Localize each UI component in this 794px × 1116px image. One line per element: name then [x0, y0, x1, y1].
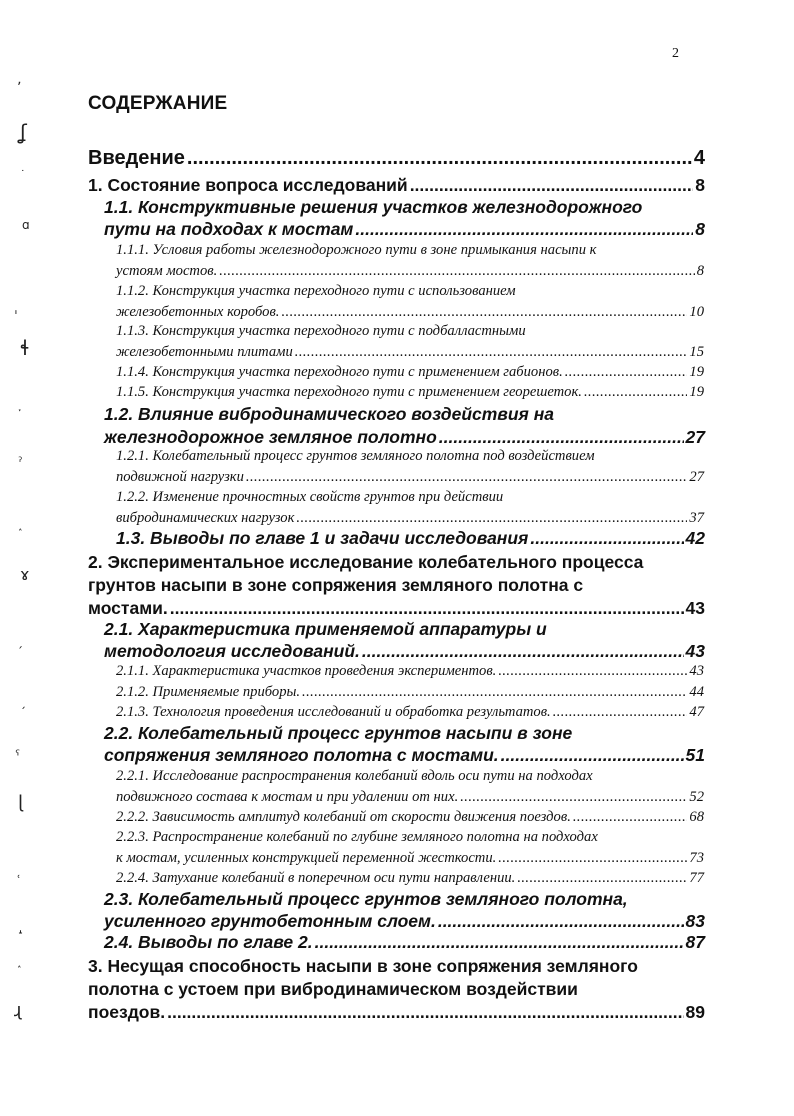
toc-entry-line: [116, 807, 704, 828]
toc-entry-line: [88, 1001, 705, 1024]
toc-dot-leader: [460, 787, 687, 808]
toc-entry-title: полотна с устоем при вибродинамическом воздействии: [88, 979, 578, 999]
page-title: СОДЕРЖАНИЕ: [88, 93, 228, 114]
toc-entry: [104, 403, 705, 449]
toc-entry-line: [116, 281, 704, 302]
toc-entry-title: 1.2.2. Изменение прочностных свойств грунтов при действии: [116, 489, 504, 505]
toc-entry-title: железобетонными плитами: [116, 344, 293, 360]
toc-entry-title: 2.4. Выводы по главе 2.: [104, 932, 313, 952]
toc-entry-line: [88, 175, 705, 196]
toc-dot-leader: [498, 848, 687, 869]
toc-entry: [104, 722, 705, 766]
toc-dot-leader: [553, 702, 688, 723]
toc-entry-line: [104, 403, 705, 426]
toc-entry: [116, 868, 704, 889]
toc-entry: [116, 827, 704, 869]
toc-page-number: 27: [689, 469, 704, 485]
toc-entry-line: [116, 787, 704, 808]
toc-entry-title: 1.1.1. Условия работы железнодорожного пути в зоне примыкания насыпи к: [116, 242, 597, 258]
toc-page-number: 68: [689, 809, 704, 825]
toc-entry-title: 1.1.3. Конструкция участка переходного пути с подбалластными: [116, 323, 526, 339]
toc-entry-title: 1.1.5. Конструкция участка переходного пути с применением георешеток.: [116, 384, 582, 400]
toc-entry-title: 2.2.3. Распространение колебаний по глубине земляного полотна на подходах: [116, 829, 598, 845]
toc-entry-line: [104, 744, 705, 766]
toc-dot-leader: [438, 910, 684, 932]
toc-entry-line: [88, 551, 705, 574]
toc-page-number: 15: [689, 344, 704, 360]
toc-dot-leader: [246, 467, 687, 488]
toc-entry: [116, 661, 704, 682]
toc-entry: [104, 888, 705, 932]
toc-entry-title: железнодорожное земляное полотно: [104, 427, 437, 447]
toc-dot-leader: [410, 175, 694, 196]
toc-page-number: 37: [689, 510, 704, 526]
toc-entry-line: [116, 868, 704, 889]
toc-entry-line: [104, 932, 705, 953]
toc-entry-line: [116, 702, 704, 723]
toc-dot-leader: [584, 382, 687, 403]
toc-dot-leader: [170, 597, 684, 620]
toc-dot-leader: [187, 148, 692, 169]
toc-entry-line: [104, 722, 705, 744]
toc-entry-title: 3. Несущая способность насыпи в зоне сопряжения земляного: [88, 956, 638, 976]
toc-entry-title: 1.3. Выводы по главе 1 и задачи исследования: [116, 528, 529, 548]
toc-entry: [116, 807, 704, 828]
toc-page-number: 19: [689, 384, 704, 400]
toc-page-number: 43: [685, 598, 705, 618]
toc-page-number: 10: [689, 304, 704, 320]
toc-entry: [104, 618, 705, 662]
toc-entry: [116, 281, 704, 323]
toc-page-number: 8: [695, 219, 705, 239]
toc-entry-line: [88, 955, 705, 978]
toc-page-number: 52: [689, 789, 704, 805]
toc-entry-line: [88, 978, 705, 1001]
toc-page-number: 73: [689, 850, 704, 866]
toc-entry-line: [104, 618, 705, 640]
toc-entry-title: 1.1. Конструктивные решения участков железнодорожного: [104, 197, 643, 217]
toc-entry-line: [104, 196, 705, 218]
toc-entry: [116, 528, 705, 549]
toc-entry-title: мостами.: [88, 598, 168, 618]
toc-entry-line: [116, 321, 704, 342]
toc-entry-line: [116, 362, 704, 383]
toc-dot-leader: [302, 682, 687, 703]
toc-entry-title: 2.2.2. Зависимость амплитуд колебаний от скорости движения поездов.: [116, 809, 571, 825]
toc-dot-leader: [530, 528, 683, 549]
toc-dot-leader: [498, 661, 687, 682]
toc-page-number: 42: [685, 528, 705, 548]
toc-entry-line: [104, 640, 705, 662]
toc-entry-line: [116, 342, 704, 363]
toc-entry-line: [88, 574, 705, 597]
toc-entry-title: 2.3. Колебательный процесс грунтов земляного полотна,: [104, 889, 628, 909]
toc-page-number: 8: [696, 263, 704, 279]
toc-entry-title: 2.2. Колебательный процесс грунтов насыпи в зоне: [104, 723, 573, 743]
toc-entry-title: 1.2.1. Колебательный процесс грунтов земляного полотна под воздействием: [116, 448, 595, 464]
toc-entry-line: [116, 827, 704, 848]
toc-entry-title: методология исследований.: [104, 641, 360, 661]
toc-entry-title: 2.1.2. Применяемые приборы.: [116, 684, 301, 700]
toc-entry-line: [116, 508, 704, 529]
toc-dot-leader: [281, 302, 687, 323]
toc-entry-title: усиленного грунтобетонным слоем.: [104, 911, 436, 931]
toc-entry-line: [116, 467, 704, 488]
toc-entry: [116, 362, 704, 383]
toc-dot-leader: [219, 261, 694, 282]
toc-page-number: 8: [695, 175, 705, 195]
toc-entry-title: подвижного состава к мостам и при удалении от них.: [116, 789, 459, 805]
toc-page-number: 27: [685, 427, 705, 447]
toc-page-number: 19: [689, 364, 704, 380]
toc-page-number: 43: [685, 641, 705, 661]
toc-entry-title: 2.2.1. Исследование распространения колебаний вдоль оси пути на подходах: [116, 768, 593, 784]
toc-entry-line: [104, 888, 705, 910]
toc-entry-title: железобетонных коробов.: [116, 304, 280, 320]
toc-entry-line: [116, 682, 704, 703]
toc-entry-line: [88, 597, 705, 620]
toc-entry-title: поездов.: [88, 1002, 166, 1022]
toc-page-number: 87: [685, 932, 705, 952]
toc-entry-title: подвижной нагрузки: [116, 469, 244, 485]
toc-entry: [116, 446, 704, 488]
toc-dot-leader: [362, 640, 684, 662]
toc-entry-line: [104, 910, 705, 932]
page-number: 2: [672, 46, 679, 61]
toc-page-number: 4: [693, 147, 705, 169]
toc-entry-line: [116, 382, 704, 403]
toc-entry-title: к мостам, усиленных конструкцией переменной жесткости.: [116, 850, 497, 866]
toc-entry: [88, 175, 705, 196]
toc-page-number: 77: [689, 870, 704, 886]
toc-entry-title: 1.1.2. Конструкция участка переходного пути с использованием: [116, 283, 516, 299]
toc-entry-line: [116, 528, 705, 549]
toc-entry-title: 2.2.4. Затухание колебаний в поперечном оси пути направлении.: [116, 870, 516, 886]
toc-entry-title: грунтов насыпи в зоне сопряжения земляного полотна с: [88, 575, 584, 595]
toc-entry-title: Введение: [88, 147, 185, 169]
toc-page-number: 43: [689, 663, 704, 679]
toc-entry-line: [116, 302, 704, 323]
toc-entry: [116, 240, 704, 282]
toc-entry: [104, 196, 705, 240]
toc-entry: [116, 702, 704, 723]
toc-entry-title: 1.1.4. Конструкция участка переходного пути с применением габионов.: [116, 364, 563, 380]
toc-dot-leader: [295, 342, 688, 363]
toc-entry-title: сопряжения земляного полотна с мостами.: [104, 745, 499, 765]
toc-entry: [116, 487, 704, 529]
toc-entry-line: [116, 487, 704, 508]
toc-entry-line: [116, 766, 704, 787]
toc-page-number: 44: [689, 684, 704, 700]
toc-entry-line: [116, 848, 704, 869]
toc-dot-leader: [517, 868, 687, 889]
toc-dot-leader: [355, 218, 693, 240]
toc-entry-title: 1.2. Влияние вибродинамического воздействия на: [104, 404, 555, 424]
toc-entry-line: [88, 148, 705, 169]
toc-entry-title: пути на подходах к мостам: [104, 219, 354, 239]
toc-entry-title: 2.1.1. Характеристика участков проведения экспериментов.: [116, 663, 497, 679]
toc-dot-leader: [565, 362, 688, 383]
toc-entry-title: устоям мостов.: [116, 263, 218, 279]
toc-dot-leader: [167, 1001, 683, 1024]
toc-entry: [88, 551, 705, 620]
toc-entry: [116, 766, 704, 808]
toc-entry-line: [116, 240, 704, 261]
toc-page-number: 47: [689, 704, 704, 720]
toc-entry-title: 2.1.3. Технология проведения исследований и обработка результатов.: [116, 704, 551, 720]
toc-entry: [88, 148, 705, 169]
toc-entry-line: [116, 261, 704, 282]
toc-entry-title: 2. Экспериментальное исследование колебательного процесса: [88, 552, 644, 572]
toc-entry-line: [116, 661, 704, 682]
toc-page-number: 89: [685, 1002, 705, 1022]
toc-entry-title: 1. Состояние вопроса исследований: [88, 175, 408, 195]
toc-entry: [116, 682, 704, 703]
toc-entry-line: [116, 446, 704, 467]
toc-dot-leader: [573, 807, 688, 828]
toc-entry: [88, 955, 705, 1024]
toc-entry: [104, 932, 705, 953]
toc-entry: [116, 321, 704, 363]
toc-dot-leader: [315, 932, 684, 953]
toc-dot-leader: [501, 744, 684, 766]
toc-page-number: 51: [685, 745, 705, 765]
toc-entry-title: вибродинамических нагрузок: [116, 510, 295, 526]
toc-entry: [116, 382, 704, 403]
toc-entry-title: 2.1. Характеристика применяемой аппаратуры и: [104, 619, 547, 639]
toc-entry-line: [104, 218, 705, 240]
toc-dot-leader: [296, 508, 687, 529]
toc-page-number: 83: [685, 911, 705, 931]
